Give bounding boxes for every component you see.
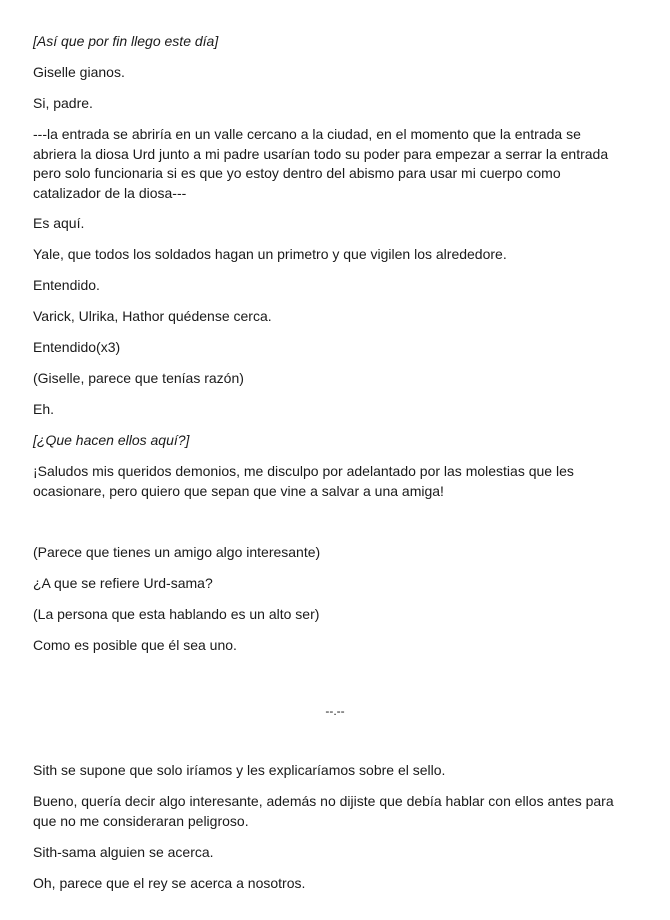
- paragraph-11: Eh.: [33, 401, 55, 417]
- paragraph-14: (Parece que tienes un amigo algo interesante): [33, 544, 321, 560]
- paragraph-9: Entendido(x3): [33, 339, 121, 355]
- paragraph-13: ¡Saludos mis queridos demonios, me disculpo por adelantado por las molestias que les ocasionare, pero quiero que sepan que vine a salvar a una amiga!: [33, 463, 574, 499]
- paragraph-15: ¿A que se refiere Urd-sama?: [33, 575, 213, 591]
- paragraph-3: Si, padre.: [33, 95, 93, 111]
- paragraph-2: Giselle gianos.: [33, 64, 125, 80]
- section-separator: --.--: [325, 704, 345, 718]
- paragraph-4: ---la entrada se abriría en un valle cercano a la ciudad, en el momento que la entrada se abriera la diosa Urd junto a mi padre usarían todo su poder para empezar a serrar la entrada pero solo funcionaria si es que yo estoy dentro del abismo para usar mi cuerpo como catalizador de la diosa---: [33, 126, 609, 201]
- paragraph-18: Sith se supone que solo iríamos y les explicaríamos sobre el sello.: [33, 762, 446, 778]
- paragraph-6: Yale, que todos los soldados hagan un primetro y que vigilen los alrededore.: [33, 246, 507, 262]
- paragraph-12: [¿Que hacen ellos aquí?]: [33, 432, 190, 448]
- paragraph-5: Es aquí.: [33, 215, 85, 231]
- paragraph-21: Oh, parece que el rey se acerca a nosotros.: [33, 875, 306, 891]
- paragraph-8: Varick, Ulrika, Hathor quédense cerca.: [33, 308, 272, 324]
- paragraph-19: Bueno, quería decir algo interesante, además no dijiste que debía hablar con ellos antes para que no me consideraran peligroso.: [33, 793, 614, 829]
- paragraph-7: Entendido.: [33, 277, 100, 293]
- paragraph-16: (La persona que esta hablando es un alto ser): [33, 606, 320, 622]
- paragraph-20: Sith-sama alguien se acerca.: [33, 844, 214, 860]
- paragraph-17: Como es posible que él sea uno.: [33, 637, 237, 653]
- paragraph-10: (Giselle, parece que tenías razón): [33, 370, 244, 386]
- paragraph-1: [Así que por fin llego este día]: [33, 33, 219, 49]
